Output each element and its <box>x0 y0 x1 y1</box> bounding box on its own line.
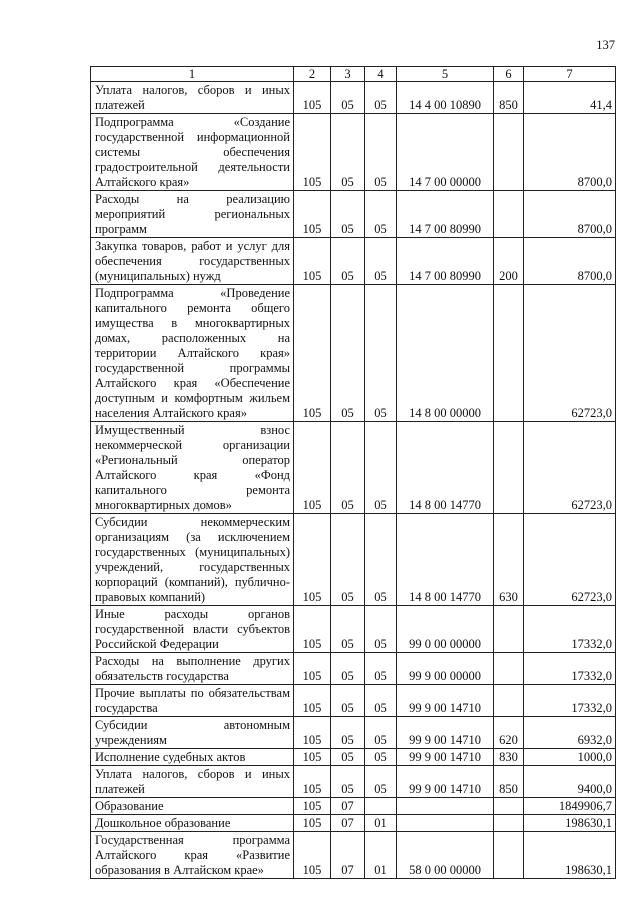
row-name: Подпрограмма «Создание государственной информационной системы обеспечения градостроительной деятельности Алтайского края» <box>91 114 294 191</box>
row-amount: 41,4 <box>524 82 616 114</box>
row-expense-type: 200 <box>494 238 524 285</box>
row-target-article <box>397 815 494 832</box>
row-expense-type <box>494 191 524 238</box>
row-subsection-code <box>365 798 397 815</box>
row-amount: 8700,0 <box>524 238 616 285</box>
row-admin-code: 105 <box>294 82 331 114</box>
row-expense-type <box>494 815 524 832</box>
header-col-2: 2 <box>294 67 331 82</box>
header-col-1: 1 <box>91 67 294 82</box>
row-name: Подпрограмма «Проведение капитального ремонта общего имущества в многоквартирных домах, расположенных на территории Алтайского края» государственной программы Алтайского края «Обеспечение доступным и комфортным жильем населения Алтайского края» <box>91 285 294 422</box>
row-admin-code: 105 <box>294 717 331 749</box>
row-expense-type <box>494 606 524 653</box>
row-name: Расходы на реализацию мероприятий региональных программ <box>91 191 294 238</box>
row-amount: 198630,1 <box>524 832 616 879</box>
row-name: Субсидии автономным учреждениям <box>91 717 294 749</box>
row-subsection-code: 05 <box>365 422 397 514</box>
table-row <box>91 606 616 653</box>
table-row <box>91 798 616 815</box>
header-col-7: 7 <box>524 67 616 82</box>
row-section-code: 05 <box>331 653 365 685</box>
row-name: Прочие выплаты по обязательствам государства <box>91 685 294 717</box>
row-admin-code: 105 <box>294 832 331 879</box>
row-expense-type <box>494 285 524 422</box>
table-row <box>91 422 616 514</box>
row-amount: 1849906,7 <box>524 798 616 815</box>
row-amount: 17332,0 <box>524 653 616 685</box>
table-row <box>91 766 616 798</box>
row-target-article: 99 9 00 00000 <box>397 653 494 685</box>
table-header-row <box>91 67 616 82</box>
row-admin-code: 105 <box>294 285 331 422</box>
row-target-article: 14 7 00 80990 <box>397 191 494 238</box>
row-admin-code: 105 <box>294 238 331 285</box>
row-name: Государственная программа Алтайского края «Развитие образования в Алтайском крае» <box>91 832 294 879</box>
row-name: Уплата налогов, сборов и иных платежей <box>91 766 294 798</box>
row-amount: 62723,0 <box>524 514 616 606</box>
row-section-code: 05 <box>331 191 365 238</box>
row-subsection-code: 01 <box>365 815 397 832</box>
row-name: Дошкольное образование <box>91 815 294 832</box>
row-expense-type: 630 <box>494 514 524 606</box>
row-target-article <box>397 798 494 815</box>
row-admin-code: 105 <box>294 815 331 832</box>
table-body <box>91 82 616 879</box>
row-amount: 62723,0 <box>524 422 616 514</box>
row-amount: 8700,0 <box>524 191 616 238</box>
row-amount: 9400,0 <box>524 766 616 798</box>
row-admin-code: 105 <box>294 685 331 717</box>
row-section-code: 07 <box>331 815 365 832</box>
row-subsection-code: 05 <box>365 685 397 717</box>
page-number: 137 <box>596 38 615 52</box>
row-subsection-code: 05 <box>365 766 397 798</box>
row-section-code: 05 <box>331 749 365 766</box>
row-section-code: 05 <box>331 82 365 114</box>
row-admin-code: 105 <box>294 653 331 685</box>
row-name: Имущественный взнос некоммерческой организации «Региональный оператор Алтайского края «Фонд капитального ремонта многоквартирных домов» <box>91 422 294 514</box>
header-col-3: 3 <box>331 67 365 82</box>
row-section-code: 05 <box>331 422 365 514</box>
row-name: Закупка товаров, работ и услуг для обеспечения государственных (муниципальных) нужд <box>91 238 294 285</box>
row-section-code: 05 <box>331 766 365 798</box>
row-amount: 17332,0 <box>524 685 616 717</box>
row-name: Расходы на выполнение других обязательств государства <box>91 653 294 685</box>
table-row <box>91 749 616 766</box>
header-col-5: 5 <box>397 67 494 82</box>
row-subsection-code: 05 <box>365 717 397 749</box>
row-expense-type: 850 <box>494 766 524 798</box>
row-expense-type: 830 <box>494 749 524 766</box>
row-expense-type <box>494 422 524 514</box>
row-target-article: 99 0 00 00000 <box>397 606 494 653</box>
row-amount: 198630,1 <box>524 815 616 832</box>
row-subsection-code: 05 <box>365 514 397 606</box>
row-subsection-code: 01 <box>365 832 397 879</box>
table-row <box>91 685 616 717</box>
header-col-4: 4 <box>365 67 397 82</box>
row-amount: 62723,0 <box>524 285 616 422</box>
row-amount: 8700,0 <box>524 114 616 191</box>
row-section-code: 05 <box>331 114 365 191</box>
row-target-article: 14 7 00 00000 <box>397 114 494 191</box>
row-section-code: 07 <box>331 798 365 815</box>
row-admin-code: 105 <box>294 191 331 238</box>
row-admin-code: 105 <box>294 114 331 191</box>
table-row <box>91 832 616 879</box>
row-expense-type: 850 <box>494 82 524 114</box>
row-target-article: 99 9 00 14710 <box>397 749 494 766</box>
row-section-code: 05 <box>331 685 365 717</box>
row-expense-type <box>494 685 524 717</box>
row-subsection-code: 05 <box>365 82 397 114</box>
row-name: Исполнение судебных актов <box>91 749 294 766</box>
row-section-code: 05 <box>331 606 365 653</box>
table-row <box>91 238 616 285</box>
row-admin-code: 105 <box>294 749 331 766</box>
row-section-code: 05 <box>331 514 365 606</box>
row-subsection-code: 05 <box>365 653 397 685</box>
table-row <box>91 191 616 238</box>
row-target-article: 99 9 00 14710 <box>397 766 494 798</box>
row-expense-type <box>494 653 524 685</box>
budget-table <box>90 66 616 879</box>
row-expense-type <box>494 832 524 879</box>
table-row <box>91 82 616 114</box>
row-target-article: 99 9 00 14710 <box>397 717 494 749</box>
row-target-article: 58 0 00 00000 <box>397 832 494 879</box>
row-section-code: 05 <box>331 238 365 285</box>
table-row <box>91 653 616 685</box>
row-name: Иные расходы органов государственной власти субъектов Российской Федерации <box>91 606 294 653</box>
row-subsection-code: 05 <box>365 114 397 191</box>
row-subsection-code: 05 <box>365 191 397 238</box>
row-target-article: 14 7 00 80990 <box>397 238 494 285</box>
header-col-6: 6 <box>494 67 524 82</box>
row-admin-code: 105 <box>294 422 331 514</box>
row-admin-code: 105 <box>294 606 331 653</box>
row-amount: 6932,0 <box>524 717 616 749</box>
table-row <box>91 514 616 606</box>
row-admin-code: 105 <box>294 514 331 606</box>
table-row <box>91 114 616 191</box>
row-subsection-code: 05 <box>365 285 397 422</box>
row-target-article: 14 8 00 14770 <box>397 514 494 606</box>
row-admin-code: 105 <box>294 766 331 798</box>
table-row <box>91 717 616 749</box>
row-expense-type: 620 <box>494 717 524 749</box>
row-expense-type <box>494 798 524 815</box>
row-section-code: 05 <box>331 717 365 749</box>
row-name: Субсидии некоммерческим организациям (за исключением государственных (муниципальных) учреждений, государственных корпораций (компаний), публично-правовых компаний) <box>91 514 294 606</box>
row-subsection-code: 05 <box>365 606 397 653</box>
row-section-code: 05 <box>331 285 365 422</box>
row-section-code: 07 <box>331 832 365 879</box>
row-name: Уплата налогов, сборов и иных платежей <box>91 82 294 114</box>
row-target-article: 99 9 00 14710 <box>397 685 494 717</box>
row-subsection-code: 05 <box>365 749 397 766</box>
row-amount: 17332,0 <box>524 606 616 653</box>
row-name: Образование <box>91 798 294 815</box>
table-row <box>91 285 616 422</box>
row-target-article: 14 8 00 14770 <box>397 422 494 514</box>
row-expense-type <box>494 114 524 191</box>
row-admin-code: 105 <box>294 798 331 815</box>
row-target-article: 14 4 00 10890 <box>397 82 494 114</box>
row-target-article: 14 8 00 00000 <box>397 285 494 422</box>
row-amount: 1000,0 <box>524 749 616 766</box>
row-subsection-code: 05 <box>365 238 397 285</box>
table-row <box>91 815 616 832</box>
